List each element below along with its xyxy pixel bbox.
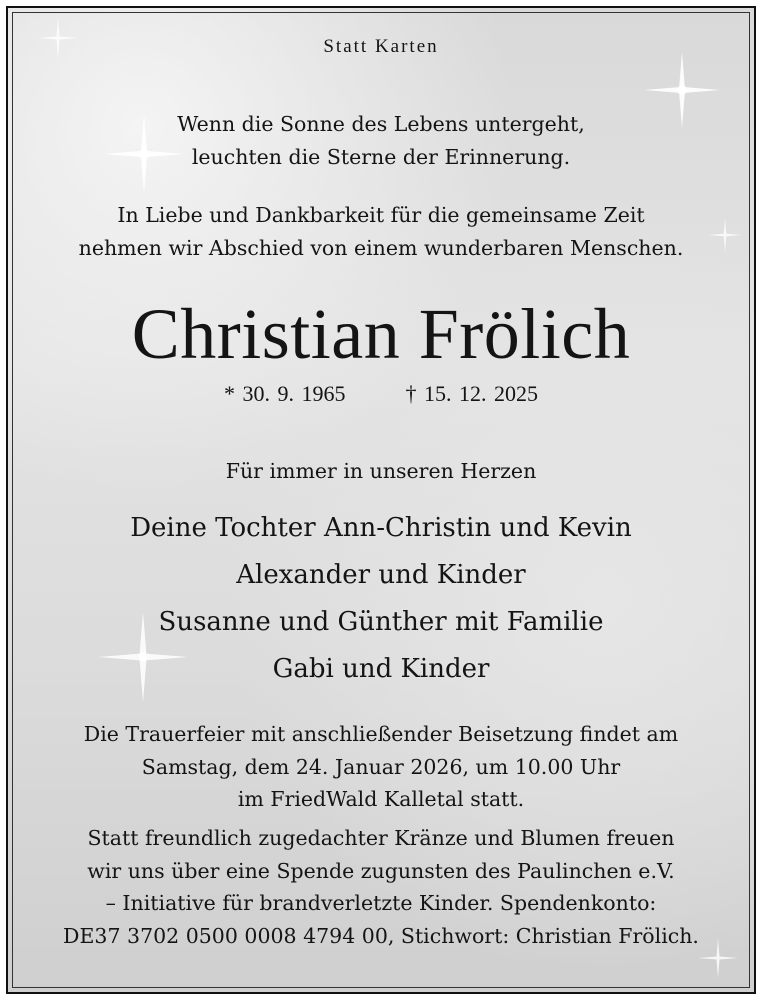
donation-line: wir uns über eine Spende zugunsten des Paulinchen e.V.	[87, 858, 675, 883]
dedication	[8, 199, 754, 265]
donation-line: Statt freundlich zugedachter Kränze und Blumen freuen	[87, 826, 675, 850]
ceremony-line: Die Trauerfeier mit anschließender Beisetzung findet am	[83, 722, 679, 746]
mourner-line: Alexander und Kinder	[236, 560, 526, 590]
poem-line: leuchten die Sterne der Erinnerung.	[191, 145, 571, 169]
mourner-line: Susanne und Günther mit Familie	[158, 607, 604, 637]
ceremony-info	[8, 718, 754, 816]
donation-line: – Initiative für brandverletzte Kinder. Spendenkonto:	[105, 891, 657, 915]
donation-line: DE37 3702 0500 0008 4794 00, Stichwort: Christian Frölich.	[63, 923, 699, 948]
poem-line: Wenn die Sonne des Lebens untergeht,	[177, 112, 585, 136]
life-dates	[8, 379, 754, 409]
ceremony-line: im FriedWald Kalletal statt.	[237, 787, 525, 811]
deceased-name: Christian Frölich	[131, 294, 631, 374]
mourner-line: Gabi und Kinder	[272, 654, 490, 684]
remembrance-text: Für immer in unseren Herzen	[225, 459, 537, 483]
donation-info	[8, 822, 754, 952]
mourner-line: Deine Tochter Ann-Christin und Kevin	[130, 513, 632, 543]
poem	[8, 108, 754, 174]
obituary-notice	[6, 6, 756, 994]
dedication-line: In Liebe und Dankbarkeit für die gemeinsame Zeit	[117, 203, 645, 227]
header-label: Statt Karten	[323, 36, 439, 57]
ceremony-line: Samstag, dem 24. Januar 2026, um 10.00 Uhr	[141, 754, 621, 779]
death-date: † 15. 12. 2025	[405, 381, 538, 406]
mourners-list	[8, 505, 754, 693]
dedication-line: nehmen wir Abschied von einem wunderbaren Menschen.	[78, 236, 684, 260]
birth-date: * 30. 9. 1965	[224, 381, 346, 406]
